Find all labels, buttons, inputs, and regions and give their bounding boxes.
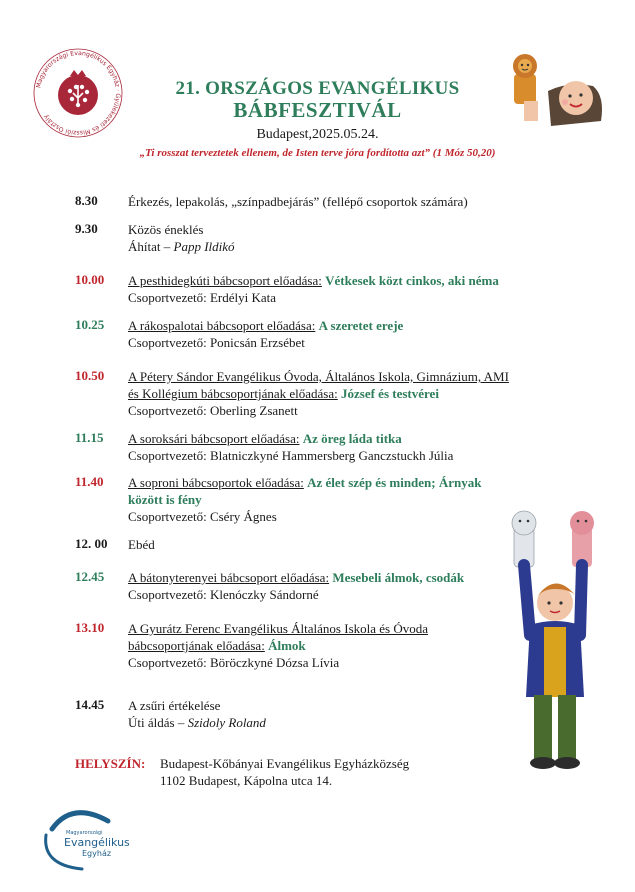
time-1200: 12. 00 bbox=[75, 536, 108, 551]
performance-1000 bbox=[128, 272, 568, 289]
time-1310: 13.10 bbox=[75, 620, 105, 635]
time-1025: 10.25 bbox=[75, 317, 105, 332]
lutheran-church-logo bbox=[42, 805, 132, 871]
devotion-label: Áhítat – bbox=[128, 239, 174, 254]
play-title-1000: Vétkesek közt cinkos, aki néma bbox=[325, 273, 499, 288]
time-1050: 10.50 bbox=[75, 368, 105, 383]
leader-1140: Csoportvezető: Cséry Ágnes bbox=[128, 509, 277, 524]
group-batonyterenye: A bátonyterenyei bábcsoport előadása: bbox=[128, 570, 330, 585]
location-label: HELYSZÍN: bbox=[75, 756, 146, 771]
group-soroksar: A soroksári bábcsoport előadása: bbox=[128, 431, 300, 446]
blessing-label: Úti áldás – bbox=[128, 715, 188, 730]
play-title-1140-cont: között is fény bbox=[128, 492, 202, 507]
group-pesthidegkut: A pesthidegkúti bábcsoport előadása: bbox=[128, 273, 322, 288]
group-petery-cont: és Kollégium bábcsoportjának előadása: bbox=[128, 386, 338, 401]
play-title-1140: Az élet szép és minden; Árnyak bbox=[307, 475, 482, 490]
lunch-text: Ebéd bbox=[128, 537, 155, 552]
arrival-text: Érkezés, lepakolás, „színpadbejárás” (fellépő csoportok számára) bbox=[128, 194, 468, 209]
child-with-puppets-illustration bbox=[500, 505, 615, 775]
festival-title-line2: BÁBFESZTIVÁL bbox=[233, 98, 402, 122]
time-1000: 10.00 bbox=[75, 272, 105, 287]
leader-1000: Csoportvezető: Erdélyi Kata bbox=[128, 290, 277, 305]
devotion-line bbox=[128, 238, 568, 255]
group-rakospalota: A rákospalotai bábcsoport előadása: bbox=[128, 318, 316, 333]
performance-1025 bbox=[128, 317, 568, 334]
place-and-date: Budapest,2025.05.24. bbox=[256, 127, 379, 142]
play-title-1115: Az öreg láda titka bbox=[302, 431, 402, 446]
performance-1050-line1 bbox=[128, 368, 568, 385]
leader-1115: Csoportvezető: Blatniczkyné Hammersberg Ganczstuckh Júlia bbox=[128, 448, 454, 463]
group-gyuratz-cont: bábcsoportjának előadása: bbox=[128, 638, 265, 653]
location-address: 1102 Budapest, Kápolna utca 14. bbox=[160, 773, 333, 788]
logo-line1: Magyarországi bbox=[66, 830, 103, 836]
time-1140: 11.40 bbox=[75, 474, 104, 489]
time-0930: 9.30 bbox=[75, 221, 98, 236]
play-title-1245: Mesebeli álmok, csodák bbox=[332, 570, 465, 585]
group-gyuratz: A Gyurátz Ferenc Evangélikus Általános Iskola és Óvoda bbox=[128, 621, 429, 636]
festival-title-line1: 21. ORSZÁGOS EVANGÉLIKUS bbox=[175, 78, 460, 99]
singing-text: Közös éneklés bbox=[128, 222, 204, 237]
time-1115: 11.15 bbox=[75, 430, 104, 445]
leader-1050: Csoportvezető: Oberling Zsanett bbox=[128, 403, 298, 418]
performance-1115 bbox=[128, 430, 568, 447]
logo-ring-text: Magyarországi Evangélikus Egyház · Gyülekezeti és Missziói Osztály bbox=[35, 49, 122, 137]
devotion-leader: Papp Ildikó bbox=[173, 239, 235, 254]
logo-line2: Evangélikus bbox=[64, 836, 130, 849]
leader-1245: Csoportvezető: Klenóczky Sándorné bbox=[128, 587, 319, 602]
group-sopron: A soproni bábcsoportok előadása: bbox=[128, 475, 304, 490]
play-title-1050: József és testvérei bbox=[341, 386, 439, 401]
logo-line3: Egyház bbox=[82, 849, 112, 858]
play-title-1310: Álmok bbox=[268, 638, 306, 653]
time-1245: 12.45 bbox=[75, 569, 105, 584]
performance-1140 bbox=[128, 474, 568, 491]
leader-1025: Csoportvezető: Ponicsán Erzsébet bbox=[128, 335, 305, 350]
blessing-leader: Szidoly Roland bbox=[187, 715, 266, 730]
performance-1050-line2 bbox=[128, 385, 568, 402]
time-0830: 8.30 bbox=[75, 193, 98, 208]
play-title-1025: A szeretet ereje bbox=[318, 318, 404, 333]
time-1445: 14.45 bbox=[75, 697, 105, 712]
jury-text: A zsűri értékelése bbox=[128, 698, 221, 713]
location-name: Budapest-Kőbányai Evangélikus Egyházközség bbox=[160, 756, 410, 771]
bible-motto: „Ti rosszat terveztetek ellenem, de Isten terve jóra fordította azt” (1 Móz 50,20) bbox=[139, 147, 496, 159]
leader-1310: Csoportvezető: Böröczkyné Dózsa Lívia bbox=[128, 655, 340, 670]
group-petery: A Pétery Sándor Evangélikus Óvoda, Általános Iskola, Gimnázium, AMI bbox=[128, 369, 509, 384]
